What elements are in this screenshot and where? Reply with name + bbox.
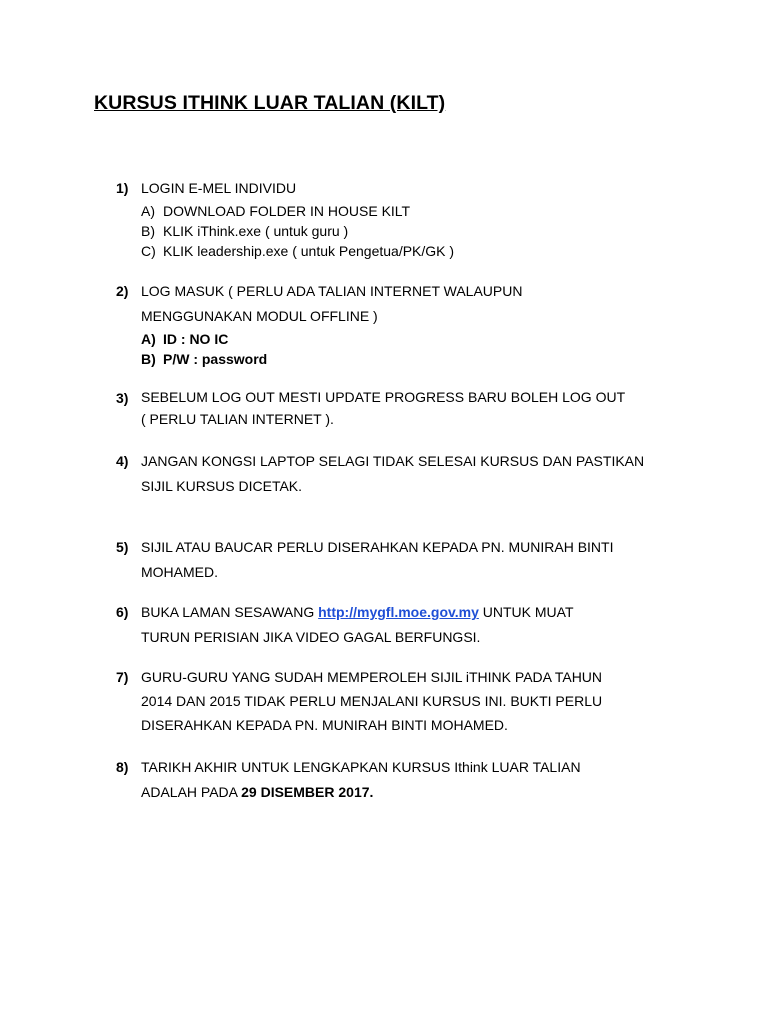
item-text: LOGIN E-MEL INDIVIDU <box>141 180 297 196</box>
item-text: MENGGUNAKAN MODUL OFFLINE ) <box>141 308 378 324</box>
item-number: 7) <box>116 669 129 685</box>
sub-item-b: B) KLIK iThink.exe ( untuk guru ) <box>141 223 349 239</box>
item-text: DISERAHKAN KEPADA PN. MUNIRAH BINTI MOHAMED. <box>141 717 508 733</box>
item-number: 8) <box>116 759 129 775</box>
item-text: SEBELUM LOG OUT MESTI UPDATE PROGRESS BARU BOLEH LOG OUT <box>141 389 626 405</box>
sub-item-a: A) DOWNLOAD FOLDER IN HOUSE KILT <box>141 203 411 219</box>
item-number: 6) <box>116 604 129 620</box>
item-text: LOG MASUK ( PERLU ADA TALIAN INTERNET WALAUPUN <box>141 283 523 299</box>
item-text: TARIKH AKHIR UNTUK LENGKAPKAN KURSUS Ithink LUAR TALIAN <box>141 759 581 775</box>
document-title: KURSUS ITHINK LUAR TALIAN (KILT) <box>94 92 446 114</box>
website-link[interactable]: http://mygfl.moe.gov.my <box>318 604 479 620</box>
item-number: 3) <box>116 390 129 406</box>
item-number: 2) <box>116 283 129 299</box>
item-text: 2014 DAN 2015 TIDAK PERLU MENJALANI KURSUS INI. BUKTI PERLU <box>141 693 603 709</box>
sub-item-a: A) ID : NO IC <box>141 331 229 347</box>
item-text: SIJIL ATAU BAUCAR PERLU DISERAHKAN KEPADA PN. MUNIRAH BINTI <box>141 539 614 555</box>
item-text: TURUN PERISIAN JIKA VIDEO GAGAL BERFUNGSI. <box>141 629 481 645</box>
item-number: 4) <box>116 453 129 469</box>
item-text: GURU-GURU YANG SUDAH MEMPEROLEH SIJIL iTHINK PADA TAHUN <box>141 669 603 685</box>
sub-item-c: C) KLIK leadership.exe ( untuk Pengetua/PK/GK ) <box>141 243 455 259</box>
item-text: ( PERLU TALIAN INTERNET ). <box>141 411 334 427</box>
item-text: BUKA LAMAN SESAWANG http://mygfl.moe.gov.my UNTUK MUAT <box>141 604 574 620</box>
item-text: MOHAMED. <box>141 564 218 580</box>
sub-item-b: B) P/W : password <box>141 351 268 367</box>
item-number: 1) <box>116 180 129 196</box>
item-text: SIJIL KURSUS DICETAK. <box>141 478 303 494</box>
item-text: JANGAN KONGSI LAPTOP SELAGI TIDAK SELESAI KURSUS DAN PASTIKAN <box>141 453 645 469</box>
item-text: ADALAH PADA 29 DISEMBER 2017. <box>141 784 374 800</box>
item-number: 5) <box>116 539 129 555</box>
deadline-date: 29 DISEMBER 2017. <box>241 784 374 800</box>
